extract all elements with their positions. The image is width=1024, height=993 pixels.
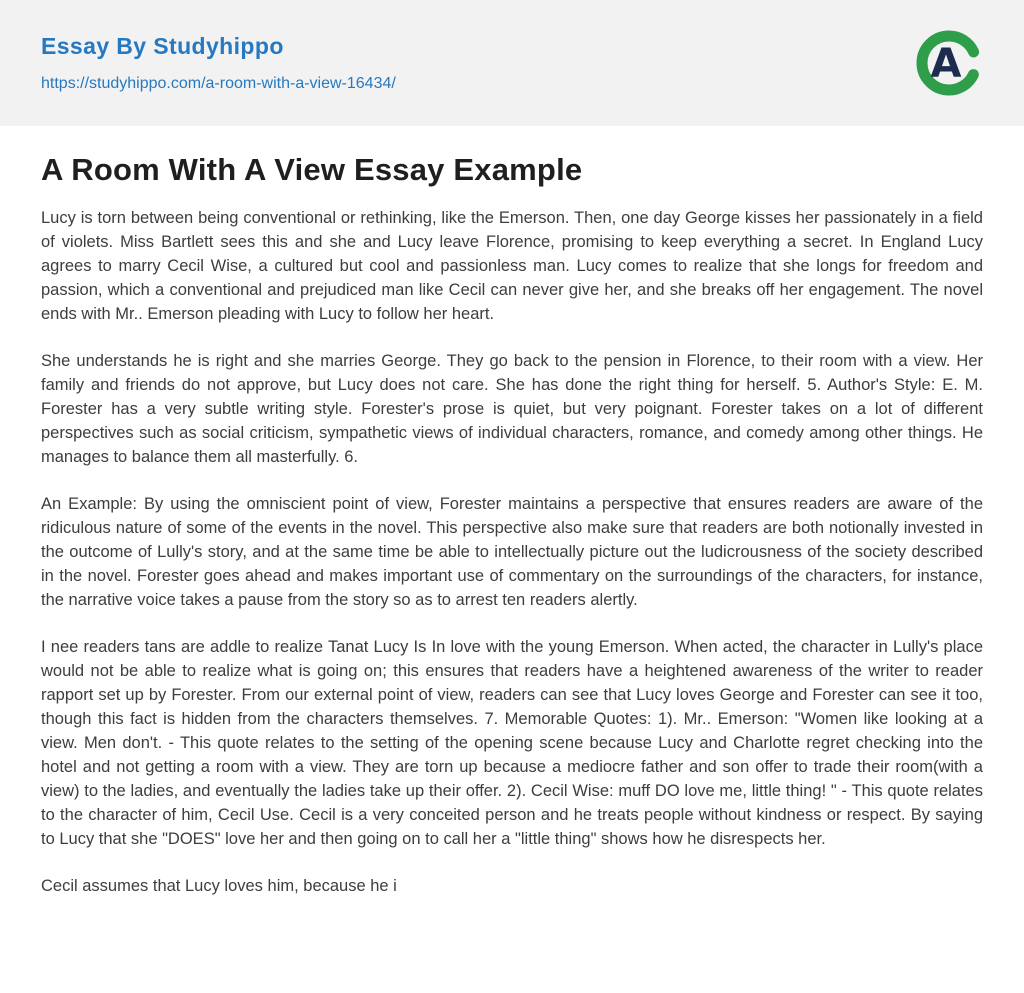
essay-content: [0, 126, 1024, 898]
logo-letter: A: [930, 41, 962, 87]
site-title: Essay By Studyhippo: [41, 33, 284, 59]
essay-paragraph-3: An Example: By using the omniscient point of view, Forester maintains a perspective that ensures readers are aware of the ridiculous nature of some of the events in the novel. This perspective also make sure that readers are both notionally invested in the outcome of Lully's story, and at the same time be able to intellectually picture out the ludicrousness of the society described in the novel. Forester goes ahead and makes important use of commentary on the surroundings of the characters, for instance, the narrative voice takes a pause from the story so as to arrest ten readers alertly.: [41, 495, 983, 609]
site-header: [0, 0, 1024, 126]
site-header-text: [41, 33, 396, 93]
essay-paragraph-1: Lucy is torn between being conventional or rethinking, like the Emerson. Then, one day George kisses her passionately in a field of violets. Miss Bartlett sees this and she and Lucy leave Florence, promising to keep everything a secret. In England Lucy agrees to marry Cecil Wise, a cultured but cool and passionless man. Lucy comes to realize that she longs for freedom and passion, which a conventional and prejudiced man like Cecil can never give her, and she breaks off her engagement. The novel ends with Mr.. Emerson pleading with Lucy to follow her heart.: [41, 209, 983, 323]
essay-paragraph-4: I nee readers tans are addle to realize Tanat Lucy Is In love with the young Emerson. When acted, the character in Lully's place would not be able to realize what is going on; this ensures that readers have a heightened awareness of the writer to reader rapport set up by Forester. From our external point of view, readers can see that Lucy loves George and Forester can see it too, though this fact is hidden from the characters themselves. 7. Memorable Quotes: 1). Mr.. Emerson: "Women like looking at a view. Men don't. - This quote relates to the setting of the opening scene because Lucy and Charlotte regret checking into the hotel and not getting a room with a view. They are torn up because a mediocre father and son offer to trade their room(with a view) to the ladies, and eventually the ladies take up their offer. 2). Cecil Wise: muff DO love me, little thing! " - This quote relates to the character of him, Cecil Use. Cecil is a very conceited person and he treats people without kindness or respect. By saying to Lucy that she "DOES" love her and then going on to call her a "little thing" shows how he disrespects her.: [41, 638, 983, 848]
logo-ring-icon: [915, 29, 983, 97]
essay-paragraph-5: Cecil assumes that Lucy loves him, because he i: [41, 877, 397, 895]
essay-paragraph-2: She understands he is right and she marries George. They go back to the pension in Florence, to their room with a view. Her family and friends do not approve, but Lucy does not care. She has done the right thing for herself. 5. Author's Style: E. M. Forester has a very subtle writing style. Forester's prose is quiet, but very poignant. Forester takes on a lot of different perspectives such as social criticism, sympathetic views of individual characters, romance, and comedy among other things. He manages to balance them all masterfully. 6.: [41, 352, 983, 466]
studyhippo-logo-icon: [915, 29, 983, 97]
source-url-link[interactable]: https://studyhippo.com/a-room-with-a-view-16434/: [41, 75, 396, 92]
essay-title: A Room With A View Essay Example: [41, 152, 583, 187]
